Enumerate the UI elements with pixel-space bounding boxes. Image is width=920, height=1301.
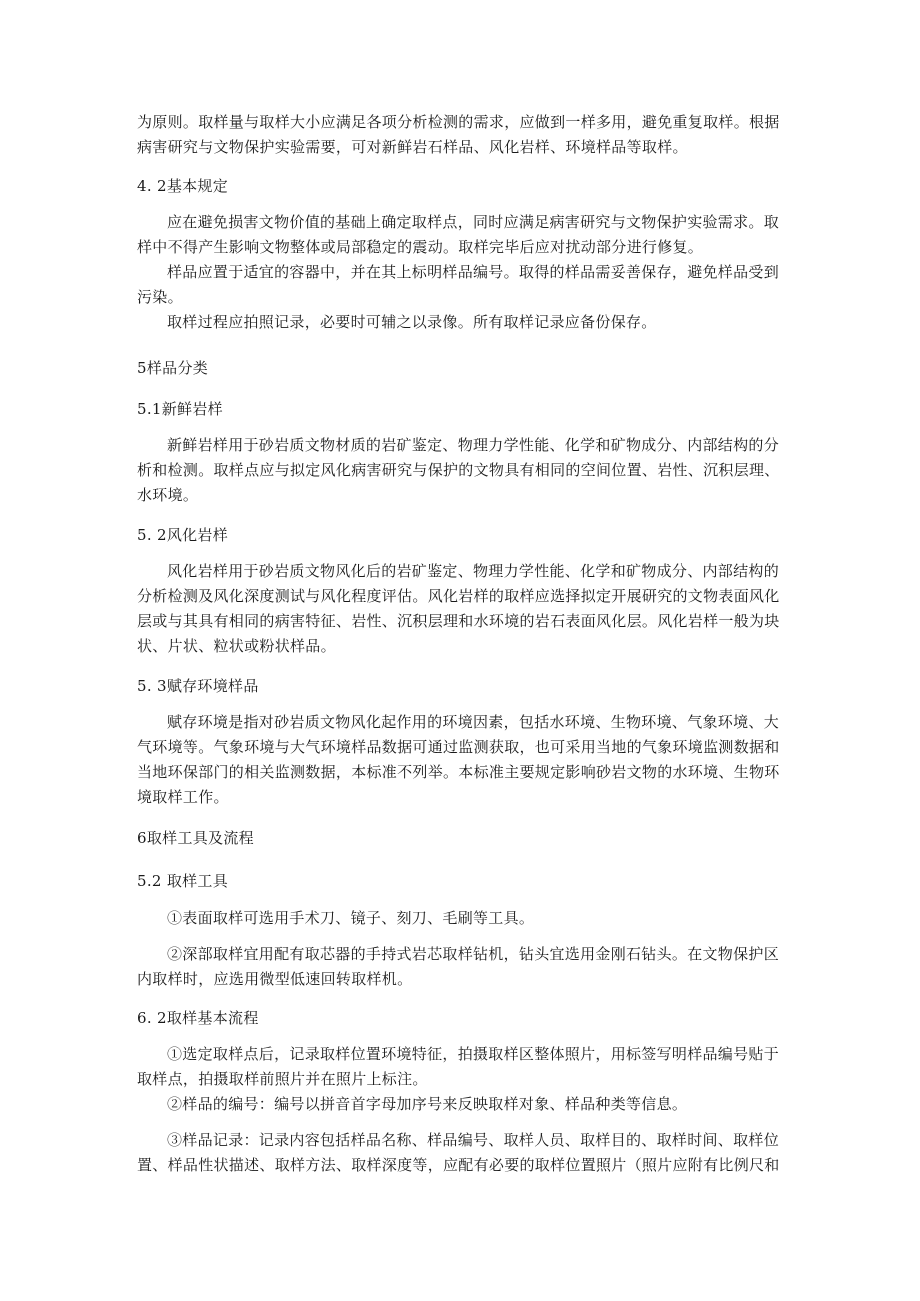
section-5-3-heading: 5. 3赋存环境样品 bbox=[137, 677, 259, 695]
section-5-2-heading: 5. 2风化岩样 bbox=[137, 526, 229, 544]
intro-paragraph: 为原则。取样量与取样大小应满足各项分析检测的需求，应做到一样多用，避免重复取样。根据病害研究与文物保护实验需要，可对新鲜岩石样品、风化岩样、环境样品等取样。 bbox=[137, 113, 780, 156]
section-5-2-body bbox=[137, 559, 787, 659]
intro-block bbox=[137, 110, 787, 160]
section-6-2-body bbox=[137, 1042, 787, 1178]
paragraph: 新鲜岩样用于砂岩质文物材质的岩矿鉴定、物理力学性能、化学和矿物成分、内部结构的分析和检测。取样点应与拟定风化病害研究与保护的文物具有相同的空间位置、岩性、沉积层理、水环境。 bbox=[137, 436, 780, 504]
paragraph: ③样品记录：记录内容包括样品名称、样品编号、取样人员、取样目的、取样时间、取样位置、样品性状描述、取样方法、取样深度等，应配有必要的取样位置照片（照片应附有比例尺和 bbox=[137, 1131, 780, 1174]
paragraph: 取样过程应拍照记录，必要时可辅之以录像。所有取样记录应备份保存。 bbox=[167, 313, 657, 331]
paragraph: 赋存环境是指对砂岩质文物风化起作用的环境因素，包括水环境、生物环境、气象环境、大气环境等。气象环境与大气环境样品数据可通过监测获取，也可采用当地的气象环境监测数据和当地环保部门的相关监测数据，本标准不列举。本标准主要规定影响砂岩文物的水环境、生物环境取样工作。 bbox=[137, 713, 780, 806]
paragraph: ②深部取样宜用配有取芯器的手持式岩芯取样钻机，钻头宜选用金刚石钻头。在文物保护区内取样时，应选用微型低速回转取样机。 bbox=[137, 945, 780, 988]
paragraph: 样品应置于适宜的容器中，并在其上标明样品编号。取得的样品需妥善保存，避免样品受到污染。 bbox=[137, 263, 780, 306]
section-6-1-heading: 5.2 取样工具 bbox=[137, 872, 229, 890]
section-4-2-body bbox=[137, 210, 787, 335]
section-6-heading: 6取样工具及流程 bbox=[137, 829, 254, 847]
paragraph: 应在避免损害文物价值的基础上确定取样点，同时应满足病害研究与文物保护实验需求。取样中不得产生影响文物整体或局部稳定的震动。取样完毕后应对扰动部分进行修复。 bbox=[137, 213, 780, 256]
section-5-heading: 5样品分类 bbox=[137, 359, 209, 377]
paragraph: ①表面取样可选用手术刀、镜子、刻刀、毛刷等工具。 bbox=[167, 909, 535, 927]
paragraph: 风化岩样用于砂岩质文物风化后的岩矿鉴定、物理力学性能、化学和矿物成分、内部结构的分析检测及风化深度测试与风化程度评估。风化岩样的取样应选择拟定开展研究的文物表面风化层或与其具有相同的病害特征、岩性、沉积层理和水环境的岩石表面风化层。风化岩样一般为块状、片状、粒状或粉状样品。 bbox=[137, 562, 780, 655]
section-5-1-heading: 5.1新鲜岩样 bbox=[137, 400, 223, 418]
section-6-2-heading: 6. 2取样基本流程 bbox=[137, 1009, 259, 1027]
section-4-2-heading: 4. 2基本规定 bbox=[137, 177, 229, 195]
section-5-3-body bbox=[137, 710, 787, 810]
paragraph: ②样品的编号：编号以拼音首字母加序号来反映取样对象、样品种类等信息。 bbox=[167, 1095, 688, 1113]
section-6-1-body bbox=[137, 906, 787, 992]
section-5-1-body bbox=[137, 433, 787, 508]
paragraph: ①选定取样点后，记录取样位置环境特征，拍摄取样区整体照片，用标签写明样品编号贴于取样点，拍摄取样前照片并在照片上标注。 bbox=[137, 1045, 780, 1088]
